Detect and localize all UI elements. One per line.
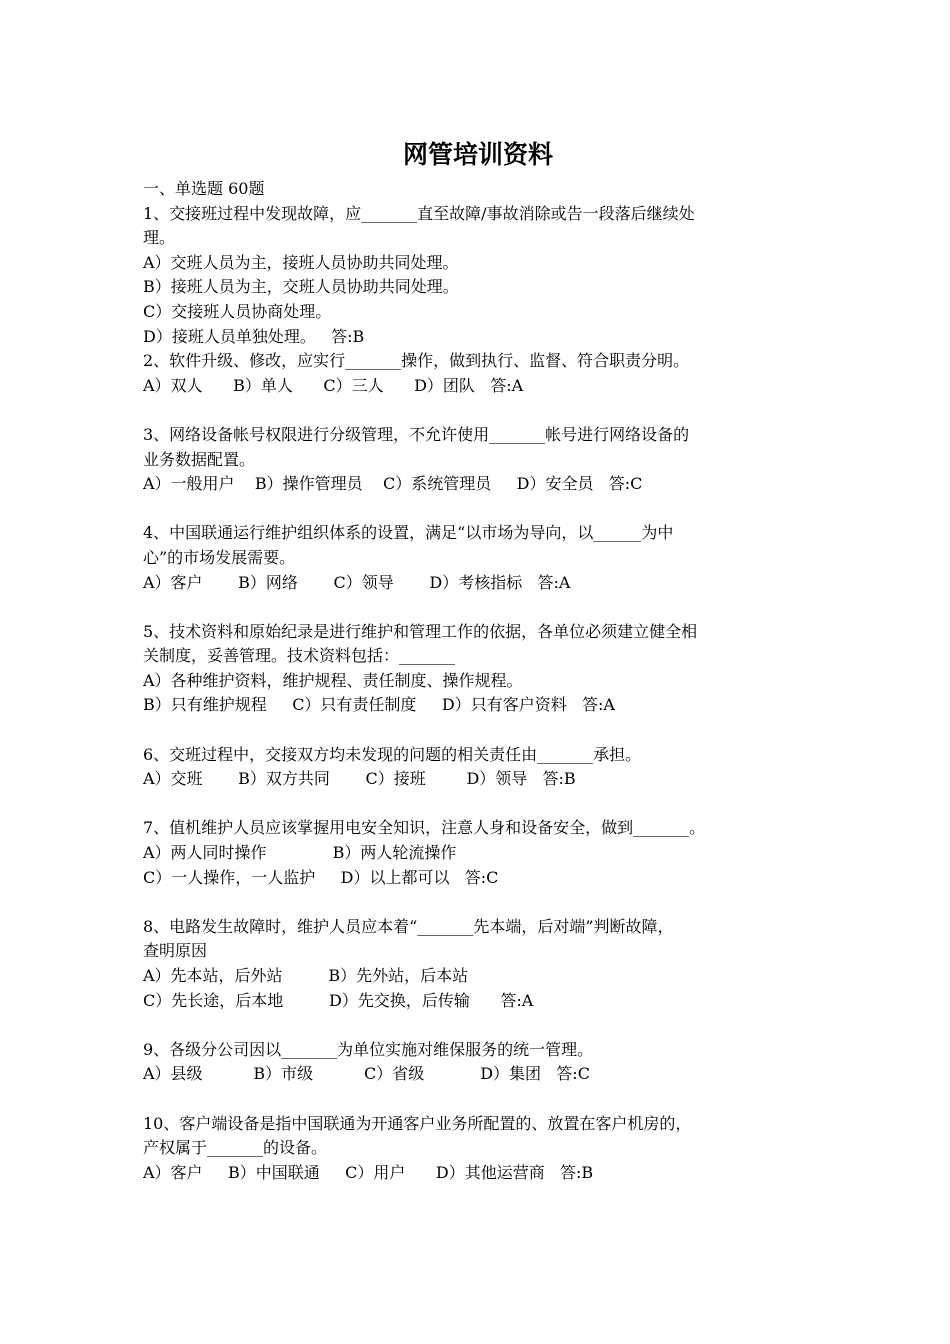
option-line: B）接班人员为主，交班人员协助共同处理。 <box>143 277 459 297</box>
question-6 <box>143 743 813 792</box>
question-2 <box>143 349 813 398</box>
option-line: A）交班 B）双方共同 C）接班 D）领导 答:B <box>143 769 576 789</box>
question-line: 6、交班过程中，交接双方均未发现的问题的相关责任由_______承担。 <box>143 744 642 764</box>
question-4 <box>143 521 813 595</box>
question-line: 8、电路发生故障时，维护人员应本着“_______先本端，后对端”判断故障， <box>143 916 674 936</box>
spacer <box>143 1087 813 1112</box>
spacer <box>143 595 813 620</box>
question-line: 查明原因 <box>143 941 208 961</box>
option-line: A）先本站，后外站 B）先外站，后本站 <box>143 966 469 985</box>
spacer <box>143 792 813 817</box>
section-heading: 一、单选题 60题 <box>143 179 265 198</box>
question-8 <box>143 915 813 1013</box>
question-line: 理。 <box>143 228 176 248</box>
question-line: 5、技术资料和原始纪录是进行维护和管理工作的依据，各单位必须建立健全相 <box>143 621 698 641</box>
option-line: C）先长途，后本地 D）先交换，后传输 答:A <box>143 990 534 1010</box>
question-3 <box>143 423 813 497</box>
question-7 <box>143 816 813 890</box>
spacer <box>143 398 813 423</box>
question-line: 心”的市场发展需要。 <box>143 547 296 567</box>
option-line: A）各种维护资料，维护规程、责任制度、操作规程。 <box>143 670 523 690</box>
option-line: A）交班人员为主，接班人员协助共同处理。 <box>143 252 459 272</box>
document-page <box>143 133 813 1185</box>
question-line: 关制度，妥善管理。技术资料包括：_______ <box>143 646 456 666</box>
option-line: D）接班人员单独处理。 答:B <box>143 326 365 346</box>
question-line: 产权属于_______的设备。 <box>143 1138 328 1158</box>
option-line: A）一般用户 B）操作管理员 C）系统管理员 D）安全员 答:C <box>143 474 643 494</box>
option-line: A）客户 B）网络 C）领导 D）考核指标 答:A <box>143 572 571 592</box>
spacer <box>143 1013 813 1038</box>
question-9 <box>143 1038 813 1087</box>
spacer <box>143 497 813 522</box>
spacer <box>143 890 813 915</box>
question-10 <box>143 1112 813 1186</box>
question-line: 2、软件升级、修改，应实行_______操作，做到执行、监督、符合职责分明。 <box>143 351 690 371</box>
question-line: 7、值机维护人员应该掌握用电安全知识，注意人身和设备安全，做到_______。 <box>143 818 706 838</box>
question-line: 4、中国联通运行维护组织体系的设置，满足“以市场为导向，以______为中 <box>143 523 674 543</box>
option-line: C）交接班人员协商处理。 <box>143 301 332 321</box>
question-5 <box>143 620 813 718</box>
document-title: 网管培训资料 <box>402 140 553 169</box>
option-line: A）双人 B）单人 C）三人 D）团队 答:A <box>143 375 524 395</box>
question-1 <box>143 202 813 350</box>
option-line: A）县级 B）市级 C）省级 D）集团 答:C <box>143 1064 590 1084</box>
option-line: A）两人同时操作 B）两人轮流操作 <box>143 843 457 863</box>
question-line: 1、交接班过程中发现故障，应_______直至故障/事故消除或告一段落后继续处 <box>143 203 695 223</box>
question-line: 9、各级分公司因以_______为单位实施对维保服务的统一管理。 <box>143 1039 594 1059</box>
option-line: A）客户 B）中国联通 C）用户 D）其他运营商 答:B <box>143 1162 594 1182</box>
option-line: B）只有维护规程 C）只有责任制度 D）只有客户资料 答:A <box>143 695 615 715</box>
option-line: C）一人操作，一人监护 D）以上都可以 答:C <box>143 867 499 887</box>
spacer <box>143 718 813 743</box>
question-line: 3、网络设备帐号权限进行分级管理，不允许使用_______帐号进行网络设备的 <box>143 424 690 444</box>
question-line: 10、客户端设备是指中国联通为开通客户业务所配置的、放置在客户机房的， <box>143 1113 692 1133</box>
question-line: 业务数据配置。 <box>143 449 256 469</box>
